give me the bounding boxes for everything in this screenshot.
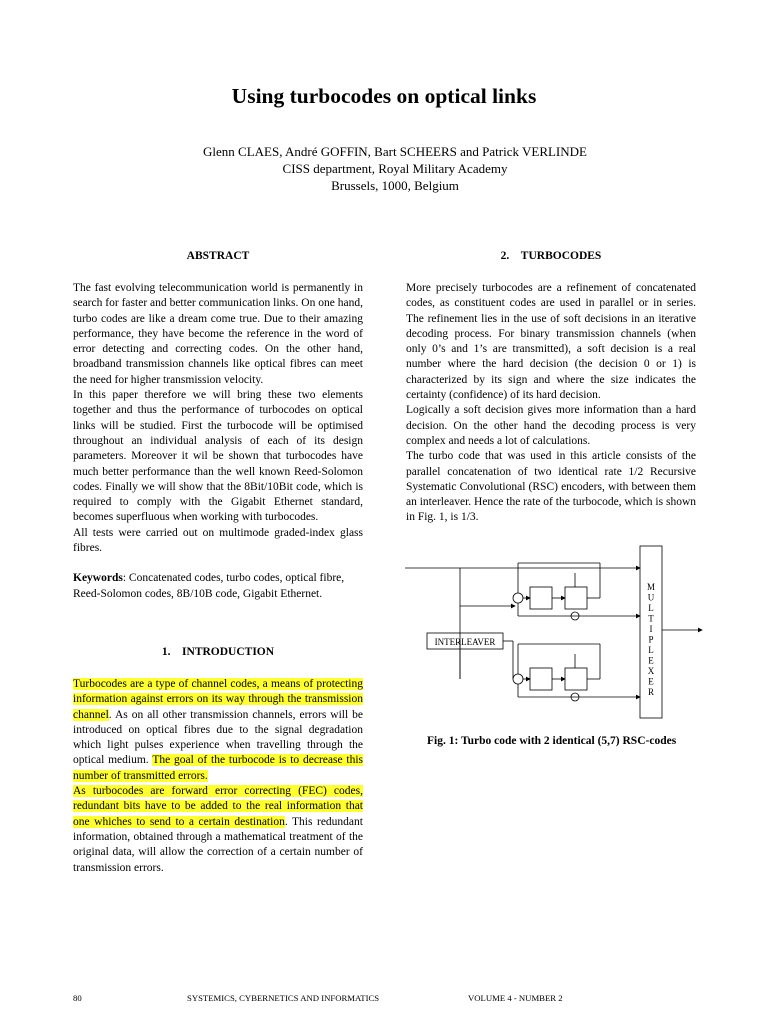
abstract-body xyxy=(73,281,363,602)
author-location: Brussels, 1000, Belgium xyxy=(331,178,459,193)
author-names: Glenn CLAES, André GOFFIN, Bart SCHEERS and Patrick VERLINDE xyxy=(203,144,587,159)
delay-register xyxy=(565,587,587,609)
abstract-paragraph: All tests were carried out on multimode graded-index glass fibres. xyxy=(73,526,363,555)
author-department: CISS department, Royal Military Academy xyxy=(282,161,508,176)
journal-name: SYSTEMICS, CYBERNETICS AND INFORMATICS xyxy=(187,993,380,1003)
highlighted-text: The goal of the turbocode is to decrease this number of transmitted errors. xyxy=(73,754,363,782)
paper-title: Using turbocodes on optical links xyxy=(231,84,537,108)
abstract-paragraph: The fast evolving telecommunication world is permanently in search for faster and better communication links. On one hand, turbo codes are like a dream come true. Due to their amazing performance, they have become the reference in the word of error detecting and correcting codes. On the other hand, broadband transmission channels like optical fibres can meet the need for higher transmission velocity. xyxy=(73,282,363,386)
introduction-paragraph xyxy=(73,784,363,876)
delay-register xyxy=(565,668,587,690)
introduction-body xyxy=(73,677,363,876)
multiplexer-label: M U L T I P L E X E R xyxy=(646,582,656,697)
turbocodes-paragraph: More precisely turbocodes are a refinement of concatenated codes, as constituent codes are used in parallel or in series. The refinement lies in the use of soft decisions in an iterative decoding process. For binary transmission channels (when only 0’s and 1’s are transmitted), a soft decision is a real number where the hard decision (the decision 0 or 1) is characterized by its sign and where the size indicates the certainty (confidence) of its hard decision. xyxy=(406,282,696,402)
figure-caption: Fig. 1: Turbo code with 2 identical (5,7) RSC-codes xyxy=(427,735,677,747)
interleaver-label: INTERLEAVER xyxy=(434,637,496,647)
keywords-label: Keywords xyxy=(73,572,123,585)
page-number: 80 xyxy=(73,993,82,1003)
introduction-heading: 1. INTRODUCTION xyxy=(161,646,275,658)
xor-adder-icon xyxy=(513,674,523,684)
abstract-heading: ABSTRACT xyxy=(186,250,250,262)
xor-adder-icon xyxy=(513,593,523,603)
author-block xyxy=(0,143,768,194)
turbocodes-paragraph: The turbo code that was used in this article consists of the parallel concatenation of two identical rate 1/2 Recursive Systematic Convolutional (RSC) encoders, with between them an interleaver. Hence the rate of the turbocode, which is shown in Fig. 1, is 1/3. xyxy=(406,450,696,524)
turbocodes-heading: 2. TURBOCODES xyxy=(500,250,602,262)
keywords xyxy=(73,571,363,602)
delay-register xyxy=(530,587,552,609)
introduction-paragraph xyxy=(73,677,363,784)
turbocodes-body xyxy=(406,281,696,526)
intro-text: . This redundant information, obtained through a mathematical treatment of the original data, will allow the correction of a certain number of transmission errors. xyxy=(73,815,363,874)
turbocodes-paragraph: Logically a soft decision gives more information than a hard decision. On the other hand the decoding process is very complex and needs a lot of calculations. xyxy=(406,404,696,447)
turbo-code-diagram xyxy=(405,538,705,723)
abstract-paragraph: In this paper therefore we will bring these two elements together and thus the performance of turbocodes on optical links will be studied. First the turbocode will be optimised throughout an individual analysis of each of its design parameters. Moreover it wil be shown that turbocodes have much better performance than the well known Reed-Solomon codes. Finally we will show that the 8Bit/10Bit code, which is required to comply with the Gigabit Ethernet standard, becomes superfluous when working with turbocodes. xyxy=(73,389,363,524)
intro-text: . As on all other transmission channels, errors will be introduced on optical fibres due to the signal degradation which light pulses experience when travelling through the optical medium. xyxy=(73,708,363,767)
delay-register xyxy=(530,668,552,690)
keywords-text: : Concatenated codes, turbo codes, optical fibre, Reed-Solomon codes, 8B/10B code, Gigabit Ethernet. xyxy=(73,572,345,600)
highlighted-text: Turbocodes are a type of channel codes, a means of protecting information against errors on its way through the transmission channel xyxy=(73,678,363,721)
highlighted-text: As turbocodes are forward error correcting (FEC) codes, redundant bits have to be added to the real information that one whiches to send to a certain destination xyxy=(73,785,363,828)
volume-info: VOLUME 4 - NUMBER 2 xyxy=(468,993,563,1003)
